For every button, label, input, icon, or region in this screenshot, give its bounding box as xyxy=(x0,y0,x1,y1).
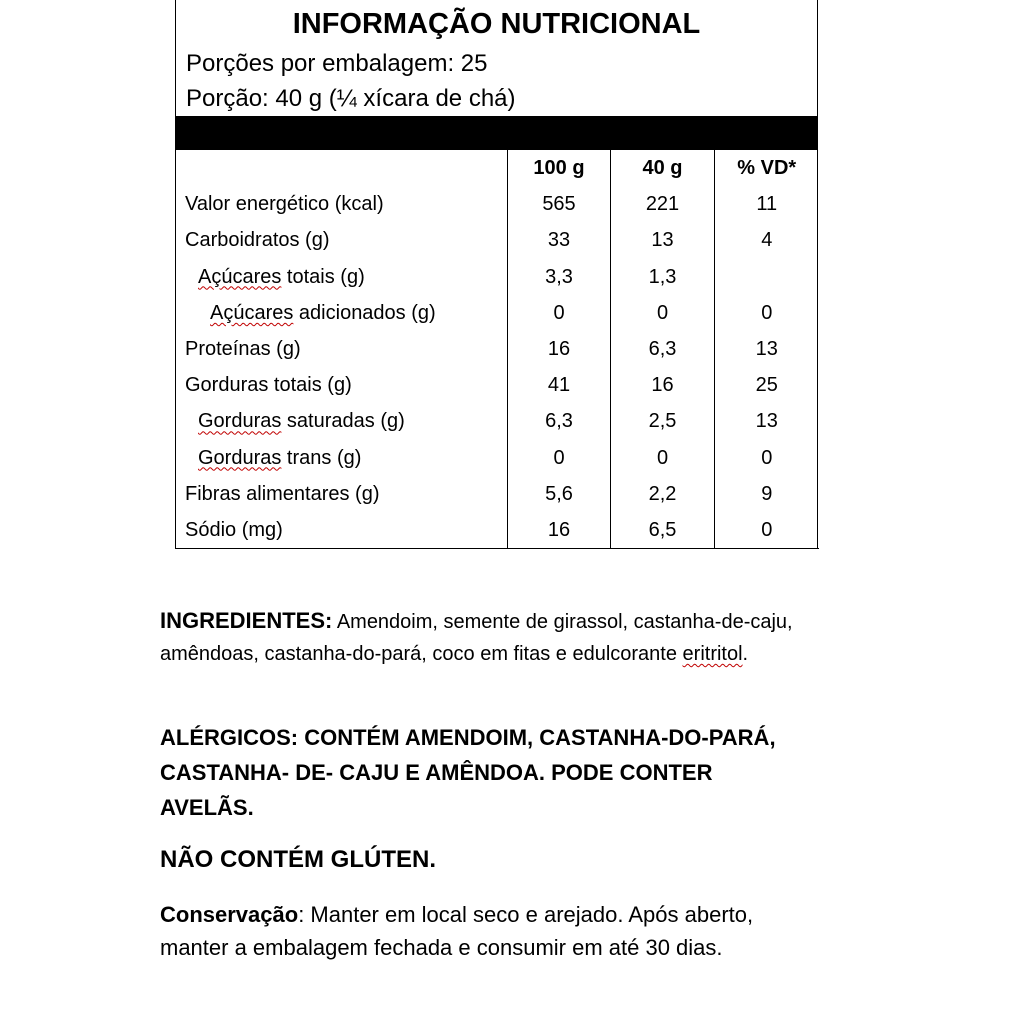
value-100g: 0 xyxy=(508,440,611,476)
value-vd: 13 xyxy=(715,403,819,439)
ingredients-text-end: . xyxy=(742,643,749,665)
nutrient-name: Proteínas (g) xyxy=(176,331,508,367)
nutrient-name: Carboidratos (g) xyxy=(176,222,508,258)
value-40g: 2,5 xyxy=(611,403,715,439)
ingredients-text: Amendoim, semente de girassol, castanha-de-caju, amêndoas, castanha-do-pará, coco em fitas e edulcorante xyxy=(160,611,793,665)
nutrient-name-suffix: totais (g) xyxy=(281,265,365,288)
nutrient-name xyxy=(176,440,508,476)
nutrient-name: Valor energético (kcal) xyxy=(176,186,508,222)
value-100g: 16 xyxy=(508,512,611,549)
value-40g: 6,5 xyxy=(611,512,715,549)
value-40g: 0 xyxy=(611,440,715,476)
table-header-row xyxy=(176,150,819,186)
nutrient-name xyxy=(176,403,508,439)
table-row xyxy=(176,476,819,512)
value-100g: 33 xyxy=(508,222,611,258)
serving-size: Porção: 40 g (¼ xícara de chá) xyxy=(186,85,516,112)
nutrition-table xyxy=(175,150,819,549)
header-separator-bar xyxy=(176,116,817,150)
header-vd: % VD* xyxy=(715,150,819,186)
nutrient-name-suffix: saturadas (g) xyxy=(281,410,405,433)
value-100g: 5,6 xyxy=(508,476,611,512)
value-40g: 2,2 xyxy=(611,476,715,512)
value-40g: 0 xyxy=(611,295,715,331)
value-100g: 16 xyxy=(508,331,611,367)
value-100g: 41 xyxy=(508,367,611,403)
servings-per-package: Porções por embalagem: 25 xyxy=(186,50,488,77)
table-row xyxy=(176,367,819,403)
table-row xyxy=(176,259,819,295)
value-vd xyxy=(715,259,819,295)
value-100g: 565 xyxy=(508,186,611,222)
nutrient-name-suffix: adicionados (g) xyxy=(293,301,436,324)
nutrition-title: INFORMAÇÃO NUTRICIONAL xyxy=(292,8,701,40)
value-vd: 9 xyxy=(715,476,819,512)
table-row xyxy=(176,186,819,222)
value-vd: 0 xyxy=(715,512,819,549)
value-40g: 6,3 xyxy=(611,331,715,367)
spellcheck-flagged-word: Gorduras xyxy=(198,410,282,433)
value-vd: 11 xyxy=(715,186,819,222)
header-100g: 100 g xyxy=(508,150,611,186)
nutrient-name: Gorduras totais (g) xyxy=(176,367,508,403)
value-vd: 13 xyxy=(715,331,819,367)
table-row xyxy=(176,295,819,331)
allergens-warning: ALÉRGICOS: CONTÉM AMENDOIM, CASTANHA-DO-PARÁ, CASTANHA- DE- CAJU E AMÊNDOA. PODE CONTER AVELÃS. xyxy=(160,725,776,820)
value-40g: 16 xyxy=(611,367,715,403)
value-vd: 0 xyxy=(715,440,819,476)
value-vd: 25 xyxy=(715,367,819,403)
nutrient-name xyxy=(176,295,508,331)
value-vd: 0 xyxy=(715,295,819,331)
table-row xyxy=(176,222,819,258)
value-100g: 6,3 xyxy=(508,403,611,439)
spellcheck-flagged-word: Açúcares xyxy=(210,301,294,324)
nutrient-name: Sódio (mg) xyxy=(176,512,508,549)
value-vd: 4 xyxy=(715,222,819,258)
header-blank xyxy=(176,150,508,186)
gluten-statement: NÃO CONTÉM GLÚTEN. xyxy=(160,846,436,873)
value-100g: 3,3 xyxy=(508,259,611,295)
storage-heading: Conservação xyxy=(160,902,299,927)
ingredients-paragraph xyxy=(160,605,800,670)
nutrition-facts-panel xyxy=(175,0,818,549)
spellcheck-flagged-word: Gorduras xyxy=(198,446,282,469)
nutrient-name xyxy=(176,259,508,295)
value-100g: 0 xyxy=(508,295,611,331)
nutrient-name-suffix: trans (g) xyxy=(281,446,362,469)
storage-instructions xyxy=(160,898,760,964)
value-40g: 221 xyxy=(611,186,715,222)
spellcheck-flagged-word: eritritol xyxy=(682,643,743,665)
nutrient-name: Fibras alimentares (g) xyxy=(176,476,508,512)
value-40g: 1,3 xyxy=(611,259,715,295)
storage-text: : Manter em local seco e arejado. Após aberto, manter a embalagem fechada e consumir em até 30 dias. xyxy=(160,902,754,960)
header-40g: 40 g xyxy=(611,150,715,186)
value-40g: 13 xyxy=(611,222,715,258)
table-row xyxy=(176,331,819,367)
table-row xyxy=(176,512,819,549)
spellcheck-flagged-word: Açúcares xyxy=(198,265,282,288)
table-row xyxy=(176,403,819,439)
ingredients-heading: INGREDIENTES: xyxy=(160,608,333,633)
table-row xyxy=(176,440,819,476)
